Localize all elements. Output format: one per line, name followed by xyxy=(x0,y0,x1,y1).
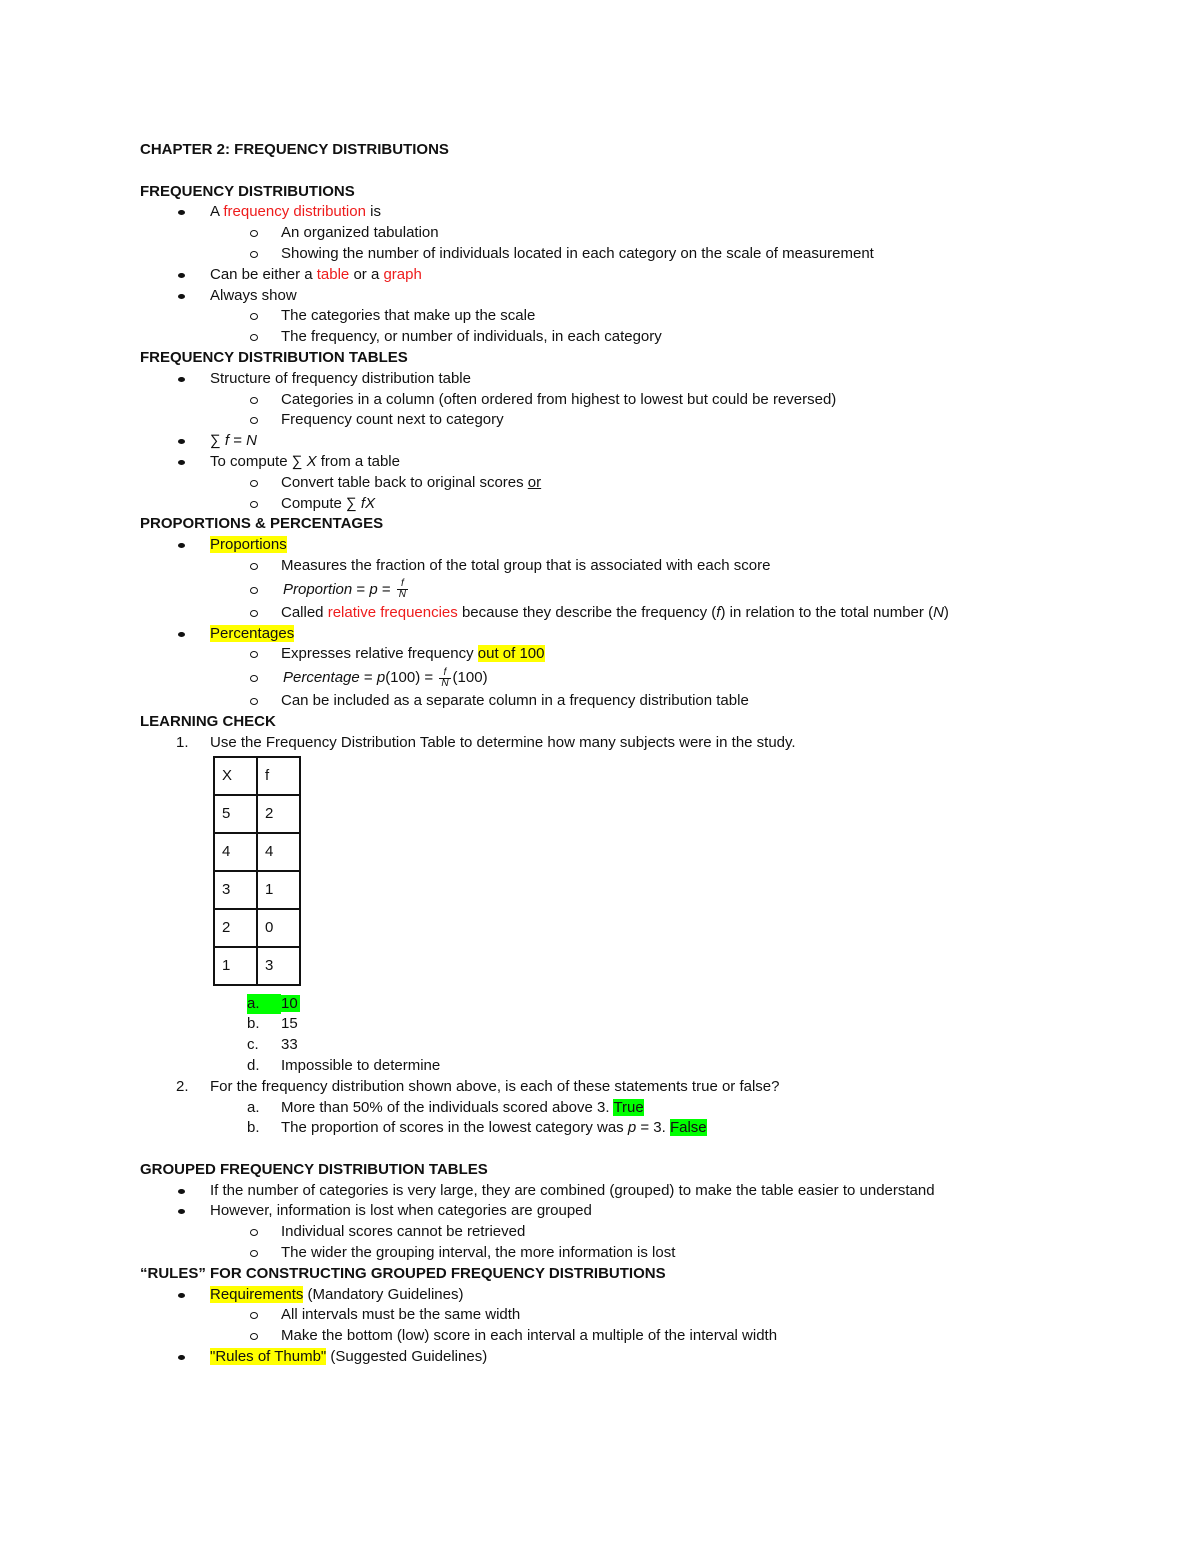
text: = xyxy=(229,432,247,450)
table-row xyxy=(214,947,300,985)
item-number: 1. xyxy=(176,733,189,751)
fraction-f-over-n xyxy=(439,668,450,689)
sub-bullet-item xyxy=(140,473,1140,494)
text: The categories that make up the scale xyxy=(281,307,536,325)
sub-bullet-item xyxy=(140,1326,1140,1347)
sigma-symbol: ∑ xyxy=(210,432,221,450)
text: An organized tabulation xyxy=(281,224,439,242)
term-frequency-distribution: frequency distribution xyxy=(223,203,366,221)
item-number: 2. xyxy=(176,1077,189,1095)
answer-option xyxy=(140,1035,1140,1056)
text: (100) xyxy=(452,669,488,687)
text: Frequency count next to category xyxy=(281,411,504,429)
sub-bullet-item xyxy=(140,577,1140,603)
table-cell: 2 xyxy=(257,795,300,833)
bullet-item xyxy=(140,286,1140,307)
text: or a xyxy=(349,265,384,283)
section-heading-frequency-distribution-tables: FREQUENCY DISTRIBUTION TABLES xyxy=(140,348,408,366)
sub-bullet-item xyxy=(140,1243,1140,1264)
answer-option xyxy=(140,994,1140,1015)
text: Showing the number of individuals located in each category on the scale of measurement xyxy=(281,244,874,262)
sub-bullet-item xyxy=(140,327,1140,348)
option-letter: a. xyxy=(247,994,281,1015)
formula-x: X xyxy=(306,452,317,470)
option-text-correct: 10 xyxy=(274,995,300,1012)
numbered-item xyxy=(140,733,1140,754)
sub-bullet-item xyxy=(140,244,1140,265)
term-relative-frequencies: relative frequencies xyxy=(327,603,458,621)
answer-option xyxy=(140,1014,1140,1035)
text: = xyxy=(359,669,377,687)
table-cell: 3 xyxy=(214,871,257,909)
formula-p: p xyxy=(376,669,386,687)
text: Measures the fraction of the total group that is associated with each score xyxy=(281,556,771,574)
spacer xyxy=(140,161,1140,182)
table-cell: 4 xyxy=(214,833,257,871)
text: Individual scores cannot be retrieved xyxy=(281,1223,526,1241)
text: However, information is lost when categories are grouped xyxy=(210,1202,592,1220)
highlight-rules-of-thumb: "Rules of Thumb" xyxy=(210,1348,327,1366)
section-heading-grouped-tables: GROUPED FREQUENCY DISTRIBUTION TABLES xyxy=(140,1160,488,1178)
text: (Mandatory Guidelines) xyxy=(303,1285,464,1303)
option-letter: d. xyxy=(247,1056,260,1074)
answer-true: True xyxy=(613,1098,644,1116)
option-text: Impossible to determine xyxy=(281,1056,441,1074)
underlined-or: or xyxy=(527,473,542,491)
option-letter: b. xyxy=(247,1015,260,1033)
spacer xyxy=(140,1139,1140,1160)
answer-option xyxy=(140,1118,1140,1139)
formula-n: N xyxy=(933,603,944,621)
formula-label: Percentage xyxy=(283,669,360,687)
formula-f: f xyxy=(224,432,230,450)
formula-fx: fX xyxy=(360,494,376,512)
table-cell: 5 xyxy=(214,795,257,833)
text: Structure of frequency distribution table xyxy=(210,369,471,387)
table-cell: 1 xyxy=(214,947,257,985)
bullet-item xyxy=(140,431,1140,452)
text: Expresses relative frequency xyxy=(281,645,478,663)
text: Can be included as a separate column in a frequency distribution table xyxy=(281,692,749,710)
text: Always show xyxy=(210,286,297,304)
bullet-item xyxy=(140,369,1140,390)
sub-bullet-item xyxy=(140,1222,1140,1243)
table-header-cell: X xyxy=(214,757,257,795)
option-letter: b. xyxy=(247,1119,260,1137)
chapter-title: CHAPTER 2: FREQUENCY DISTRIBUTIONS xyxy=(140,141,449,158)
table-row xyxy=(214,871,300,909)
text: (100) = xyxy=(385,669,438,687)
document-page xyxy=(140,140,1140,1368)
text: = xyxy=(352,580,370,598)
text: ) xyxy=(943,603,949,621)
sub-bullet-item xyxy=(140,644,1140,665)
table-cell: 1 xyxy=(257,871,300,909)
fraction-f-over-n xyxy=(397,579,408,600)
text: is xyxy=(365,203,381,221)
option-text: 33 xyxy=(281,1036,298,1054)
table-header-cell: f xyxy=(257,757,300,795)
formula-label: Proportion xyxy=(283,580,353,598)
sub-bullet-item xyxy=(140,691,1140,712)
table-row xyxy=(214,795,300,833)
sub-bullet-item xyxy=(140,390,1140,411)
highlight-out-of-100: out of 100 xyxy=(477,645,545,663)
text: Compute ∑ xyxy=(281,494,361,512)
section-heading-learning-check: LEARNING CHECK xyxy=(140,712,276,730)
sub-bullet-item xyxy=(140,306,1140,327)
bullet-item xyxy=(140,1347,1140,1368)
option-text: The proportion of scores in the lowest category was xyxy=(281,1119,628,1137)
section-heading-frequency-distributions: FREQUENCY DISTRIBUTIONS xyxy=(140,182,355,200)
text: Make the bottom (low) score in each interval a multiple of the interval width xyxy=(281,1327,778,1345)
option-letter: a. xyxy=(247,1098,260,1116)
option-text: More than 50% of the individuals scored above 3. xyxy=(281,1098,614,1116)
sub-bullet-item xyxy=(140,556,1140,577)
table-cell: 2 xyxy=(214,909,257,947)
fraction-denominator: N xyxy=(398,589,407,601)
question-text: For the frequency distribution shown above, is each of these statements true or false? xyxy=(210,1077,780,1095)
text: from a table xyxy=(316,452,400,470)
section-heading-rules: “RULES” FOR CONSTRUCTING GROUPED FREQUENCY DISTRIBUTIONS xyxy=(140,1264,666,1282)
text: Can be either a xyxy=(210,265,317,283)
text: = xyxy=(377,580,395,598)
highlight-percentages: Percentages xyxy=(210,624,295,642)
highlight-requirements: Requirements xyxy=(210,1285,304,1303)
table-header-row xyxy=(214,757,300,795)
question-text: Use the Frequency Distribution Table to determine how many subjects were in the study. xyxy=(210,733,796,751)
text: Categories in a column (often ordered from highest to lowest but could be reversed) xyxy=(281,390,837,408)
bullet-item xyxy=(140,452,1140,473)
sub-bullet-item xyxy=(140,603,1140,624)
answer-option xyxy=(140,1098,1140,1119)
sub-bullet-item xyxy=(140,223,1140,244)
fraction-numerator: f xyxy=(397,579,408,590)
text: A xyxy=(210,203,224,221)
formula-n: N xyxy=(246,432,257,450)
fraction-numerator: f xyxy=(439,668,450,679)
text: Convert table back to original scores xyxy=(281,473,528,491)
text: To compute ∑ xyxy=(210,452,307,470)
table-row xyxy=(214,909,300,947)
sub-bullet-item xyxy=(140,494,1140,515)
text: ) in relation to the total number ( xyxy=(720,603,934,621)
table-cell: 4 xyxy=(257,833,300,871)
numbered-item xyxy=(140,1077,1140,1098)
section-heading-proportions-percentages: PROPORTIONS & PERCENTAGES xyxy=(140,515,384,533)
text: All intervals must be the same width xyxy=(281,1306,521,1324)
term-table: table xyxy=(316,265,350,283)
sub-bullet-item xyxy=(140,410,1140,431)
formula-f: f xyxy=(716,603,721,621)
bullet-item xyxy=(140,202,1140,223)
highlight-proportions: Proportions xyxy=(210,536,287,554)
bullet-item xyxy=(140,265,1140,286)
option-text: = 3. xyxy=(636,1119,670,1137)
sub-bullet-item xyxy=(140,665,1140,691)
answer-option xyxy=(140,1056,1140,1077)
option-text: 15 xyxy=(281,1015,298,1033)
text: because they describe the frequency ( xyxy=(457,603,717,621)
option-letter: c. xyxy=(247,1036,259,1054)
text: The frequency, or number of individuals, in each category xyxy=(281,328,662,346)
table-cell: 0 xyxy=(257,909,300,947)
formula-p: p xyxy=(627,1119,637,1137)
table-row xyxy=(214,833,300,871)
bullet-item xyxy=(140,624,1140,645)
bullet-item xyxy=(140,1181,1140,1202)
bullet-item xyxy=(140,1201,1140,1222)
text: If the number of categories is very large, they are combined (grouped) to make the table easier to understand xyxy=(210,1181,935,1199)
frequency-table xyxy=(213,756,301,986)
bullet-item xyxy=(140,535,1140,556)
text: The wider the grouping interval, the more information is lost xyxy=(281,1244,676,1262)
table-cell: 3 xyxy=(257,947,300,985)
sub-bullet-item xyxy=(140,1305,1140,1326)
bullet-item xyxy=(140,1285,1140,1306)
term-graph: graph xyxy=(383,265,422,283)
answer-false: False xyxy=(669,1119,707,1137)
formula-p: p xyxy=(369,580,378,598)
text: Called xyxy=(281,603,328,621)
fraction-denominator: N xyxy=(441,677,449,689)
text: (Suggested Guidelines) xyxy=(326,1348,488,1366)
